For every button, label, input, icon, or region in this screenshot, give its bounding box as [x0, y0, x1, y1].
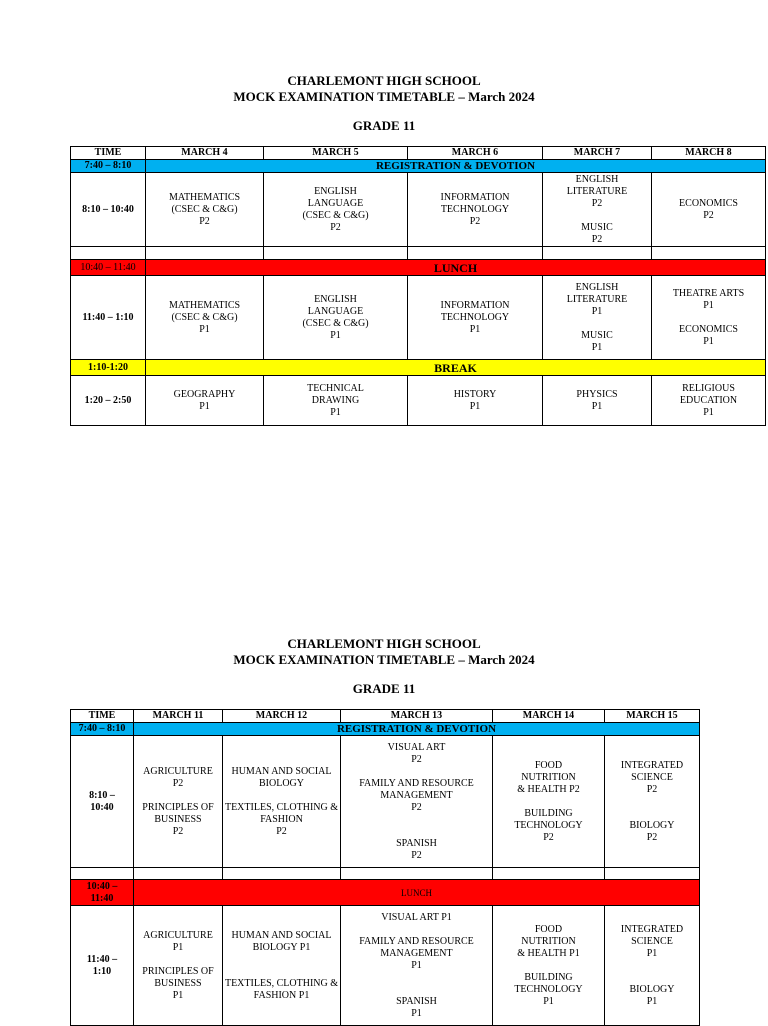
break-banner: BREAK: [146, 360, 766, 376]
cell-line: [341, 972, 492, 984]
lunch-time: 10:40 – 11:40: [71, 260, 146, 276]
cell-line: & HEALTH P2: [517, 783, 580, 795]
cell-line: P2: [172, 777, 184, 789]
exam-cell: [146, 376, 264, 426]
cell-line: [543, 318, 651, 330]
cell-line: ENGLISH: [575, 281, 619, 293]
cell-line: RELIGIOUS: [682, 382, 735, 394]
exam-cell: [134, 736, 223, 868]
cell-line: P2: [591, 197, 603, 209]
cell-line: TECHNICAL: [307, 382, 364, 394]
header-day: MARCH 11: [134, 710, 223, 723]
cell-line: FOOD: [534, 759, 563, 771]
exam-cell: [543, 173, 652, 247]
exam-cell: [134, 906, 223, 1026]
cell-line: MUSIC: [581, 221, 613, 233]
cell-line: P1: [591, 341, 603, 353]
cell-line: TECHNOLOGY: [514, 983, 583, 995]
cell-line: & HEALTH P1: [517, 947, 580, 959]
cell-line: 11:40 –: [86, 953, 118, 965]
exam-cell: [264, 173, 408, 247]
cell-line: P2: [330, 221, 341, 233]
session-row: [71, 376, 766, 426]
cell-line: P1: [703, 406, 714, 418]
cell-line: 11:40: [90, 892, 114, 904]
cell-line: P2: [646, 783, 658, 795]
cell-line: P1: [330, 329, 341, 341]
exam-cell: [605, 736, 700, 868]
cell-line: TEXTILES, CLOTHING &: [224, 801, 339, 813]
cell-line: P1: [703, 299, 714, 311]
cell-line: [605, 808, 699, 820]
cell-line: PRINCIPLES OF: [142, 801, 214, 813]
cell-line: FAMILY AND RESOURCE: [359, 777, 474, 789]
cell-line: P2: [411, 801, 422, 813]
lunch-banner: LUNCH: [146, 260, 766, 276]
cell-line: P2: [411, 753, 422, 765]
session-time: [71, 736, 134, 868]
cell-line: P1: [591, 305, 603, 317]
cell-line: ENGLISH: [575, 173, 619, 185]
cell-line: [493, 960, 604, 972]
header-day: MARCH 15: [605, 710, 700, 723]
cell-line: BUSINESS: [154, 977, 202, 989]
page2-school-name: CHARLEMONT HIGH SCHOOL: [287, 636, 481, 651]
lunch-row: [71, 880, 700, 906]
cell-line: AGRICULTURE: [143, 765, 213, 777]
exam-cell: [605, 906, 700, 1026]
cell-line: ENGLISH: [314, 185, 357, 197]
cell-line: FAMILY AND RESOURCE: [359, 935, 474, 947]
cell-line: 1:10: [92, 965, 112, 977]
cell-line: MUSIC: [581, 329, 613, 341]
exam-cell: [543, 376, 652, 426]
page2-header-row: [71, 710, 700, 723]
exam-cell: [264, 376, 408, 426]
cell-line: P1: [411, 1007, 422, 1019]
cell-line: [223, 954, 340, 966]
cell-line: (CSEC & C&G): [302, 317, 369, 329]
session-time: [71, 906, 134, 1026]
cell-line: TECHNOLOGY: [440, 311, 510, 323]
cell-line: FASHION P1: [253, 989, 310, 1001]
cell-line: [134, 790, 222, 802]
cell-line: P1: [172, 941, 184, 953]
cell-line: ENGLISH: [314, 293, 357, 305]
cell-line: [341, 984, 492, 996]
header-day: MARCH 5: [264, 147, 408, 160]
cell-line: P1: [703, 335, 714, 347]
spacer-row: [71, 247, 766, 260]
cell-line: VISUAL ART: [387, 741, 446, 753]
header-time: TIME: [71, 147, 146, 160]
cell-line: MATHEMATICS: [168, 191, 241, 203]
cell-line: LANGUAGE: [307, 197, 364, 209]
exam-cell: [543, 276, 652, 360]
cell-line: SCIENCE: [631, 771, 673, 783]
cell-line: P1: [646, 995, 658, 1007]
cell-line: TECHNOLOGY: [440, 203, 510, 215]
cell-line: P1: [330, 406, 341, 418]
cell-line: P2: [703, 209, 714, 221]
cell-line: P1: [469, 400, 481, 412]
cell-line: 10:40 –: [86, 880, 118, 892]
cell-line: [605, 960, 699, 972]
exam-cell: [264, 276, 408, 360]
lunch-time: [71, 880, 134, 906]
cell-line: P2: [276, 825, 287, 837]
session-row: [71, 736, 700, 868]
exam-cell: [493, 736, 605, 868]
cell-line: 8:10 –: [89, 789, 115, 801]
cell-line: [652, 312, 765, 324]
cell-line: MANAGEMENT: [380, 789, 453, 801]
cell-line: P1: [172, 989, 184, 1001]
cell-line: BIOLOGY: [629, 819, 675, 831]
exam-cell: [146, 276, 264, 360]
cell-line: 10:40: [90, 801, 114, 813]
cell-line: P1: [199, 323, 210, 335]
exam-cell: [652, 376, 766, 426]
cell-line: LITERATURE: [566, 293, 628, 305]
cell-line: VISUAL ART P1: [381, 911, 452, 923]
cell-line: LANGUAGE: [307, 305, 364, 317]
cell-line: (CSEC & C&G): [302, 209, 369, 221]
cell-line: [493, 796, 604, 808]
cell-line: [341, 826, 492, 838]
header-day: MARCH 13: [341, 710, 493, 723]
cell-line: SPANISH: [396, 995, 437, 1007]
cell-line: HUMAN AND SOCIAL: [231, 929, 332, 941]
header-day: MARCH 12: [223, 710, 341, 723]
registration-banner: REGISTRATION & DEVOTION: [146, 160, 766, 173]
registration-time: 7:40 – 8:10: [71, 723, 134, 736]
exam-cell: [493, 906, 605, 1026]
break-time: 1:10-1:20: [71, 360, 146, 376]
exam-cell: [408, 173, 543, 247]
cell-line: HUMAN AND SOCIAL: [231, 765, 332, 777]
session-time: 8:10 – 10:40: [71, 173, 146, 247]
cell-line: P2: [199, 215, 210, 227]
header-day: MARCH 4: [146, 147, 264, 160]
cell-line: INTEGRATED: [620, 923, 684, 935]
page1-timetable-title: MOCK EXAMINATION TIMETABLE – March 2024: [233, 89, 535, 104]
cell-line: PRINCIPLES OF: [142, 965, 214, 977]
cell-line: P2: [591, 233, 603, 245]
registration-banner: REGISTRATION & DEVOTION: [134, 723, 700, 736]
cell-line: P1: [646, 947, 658, 959]
cell-line: P2: [172, 825, 184, 837]
exam-cell: [223, 906, 341, 1026]
cell-line: THEATRE ARTS: [672, 287, 745, 299]
cell-line: PHYSICS: [576, 388, 618, 400]
cell-line: INFORMATION: [440, 299, 510, 311]
cell-line: BIOLOGY P1: [252, 941, 311, 953]
cell-line: MATHEMATICS: [168, 299, 241, 311]
cell-line: (CSEC & C&G): [171, 311, 238, 323]
cell-line: BIOLOGY: [259, 777, 304, 789]
page1-timetable: [70, 146, 766, 426]
cell-line: [223, 790, 340, 802]
cell-line: HISTORY: [453, 388, 497, 400]
page1-school-name: CHARLEMONT HIGH SCHOOL: [287, 73, 481, 88]
cell-line: GEOGRAPHY: [173, 388, 236, 400]
cell-line: [605, 796, 699, 808]
header-day: MARCH 6: [408, 147, 543, 160]
exam-cell: [652, 276, 766, 360]
exam-cell: [341, 906, 493, 1026]
session-row: [71, 276, 766, 360]
cell-line: BIOLOGY: [629, 983, 675, 995]
session-time: 11:40 – 1:10: [71, 276, 146, 360]
header-time: TIME: [71, 710, 134, 723]
session-row: [71, 906, 700, 1026]
registration-row: [71, 160, 766, 173]
cell-line: TEXTILES, CLOTHING &: [224, 977, 339, 989]
cell-line: [605, 972, 699, 984]
cell-line: BUSINESS: [154, 813, 202, 825]
cell-line: SCIENCE: [631, 935, 673, 947]
cell-line: TECHNOLOGY: [514, 819, 583, 831]
cell-line: ECONOMICS: [679, 197, 738, 209]
cell-line: P1: [411, 959, 422, 971]
header-day: MARCH 14: [493, 710, 605, 723]
exam-cell: [146, 173, 264, 247]
cell-line: [223, 966, 340, 978]
cell-line: P1: [543, 995, 554, 1007]
cell-line: [134, 954, 222, 966]
cell-line: BUILDING: [524, 971, 573, 983]
registration-row: [71, 723, 700, 736]
cell-line: EDUCATION: [679, 394, 738, 406]
cell-line: P1: [469, 323, 481, 335]
registration-time: 7:40 – 8:10: [71, 160, 146, 173]
exam-cell: [408, 376, 543, 426]
cell-line: DRAWING: [311, 394, 360, 406]
lunch-banner: LUNCH: [134, 880, 700, 906]
page2-timetable-title: MOCK EXAMINATION TIMETABLE – March 2024: [233, 652, 535, 667]
cell-line: P2: [646, 831, 658, 843]
break-row: [71, 360, 766, 376]
cell-line: AGRICULTURE: [143, 929, 213, 941]
cell-line: BUILDING: [524, 807, 573, 819]
exam-cell: [341, 736, 493, 868]
cell-line: P2: [411, 849, 422, 861]
cell-line: INFORMATION: [440, 191, 510, 203]
cell-line: LITERATURE: [566, 185, 628, 197]
cell-line: FOOD: [534, 923, 563, 935]
cell-line: P1: [591, 400, 603, 412]
session-row: [71, 173, 766, 247]
cell-line: [543, 210, 651, 222]
exam-cell: [408, 276, 543, 360]
header-day: MARCH 8: [652, 147, 766, 160]
cell-line: [341, 924, 492, 936]
cell-line: FASHION: [260, 813, 303, 825]
cell-line: P2: [469, 215, 481, 227]
cell-line: INTEGRATED: [620, 759, 684, 771]
session-time: 1:20 – 2:50: [71, 376, 146, 426]
exam-cell: [223, 736, 341, 868]
cell-line: MANAGEMENT: [380, 947, 453, 959]
page2-grade-label: GRADE 11: [352, 681, 416, 696]
cell-line: [341, 766, 492, 778]
cell-line: [341, 814, 492, 826]
cell-line: (CSEC & C&G): [171, 203, 238, 215]
exam-cell: [652, 173, 766, 247]
cell-line: SPANISH: [396, 837, 437, 849]
cell-line: P2: [543, 831, 554, 843]
spacer-row: [71, 868, 700, 880]
cell-line: NUTRITION: [521, 771, 576, 783]
page1-header-row: [71, 147, 766, 160]
lunch-row: [71, 260, 766, 276]
page2-timetable: [70, 709, 700, 1026]
header-day: MARCH 7: [543, 147, 652, 160]
cell-line: ECONOMICS: [679, 323, 738, 335]
cell-line: NUTRITION: [521, 935, 576, 947]
cell-line: P1: [199, 400, 210, 412]
page1-grade-label: GRADE 11: [352, 118, 416, 133]
